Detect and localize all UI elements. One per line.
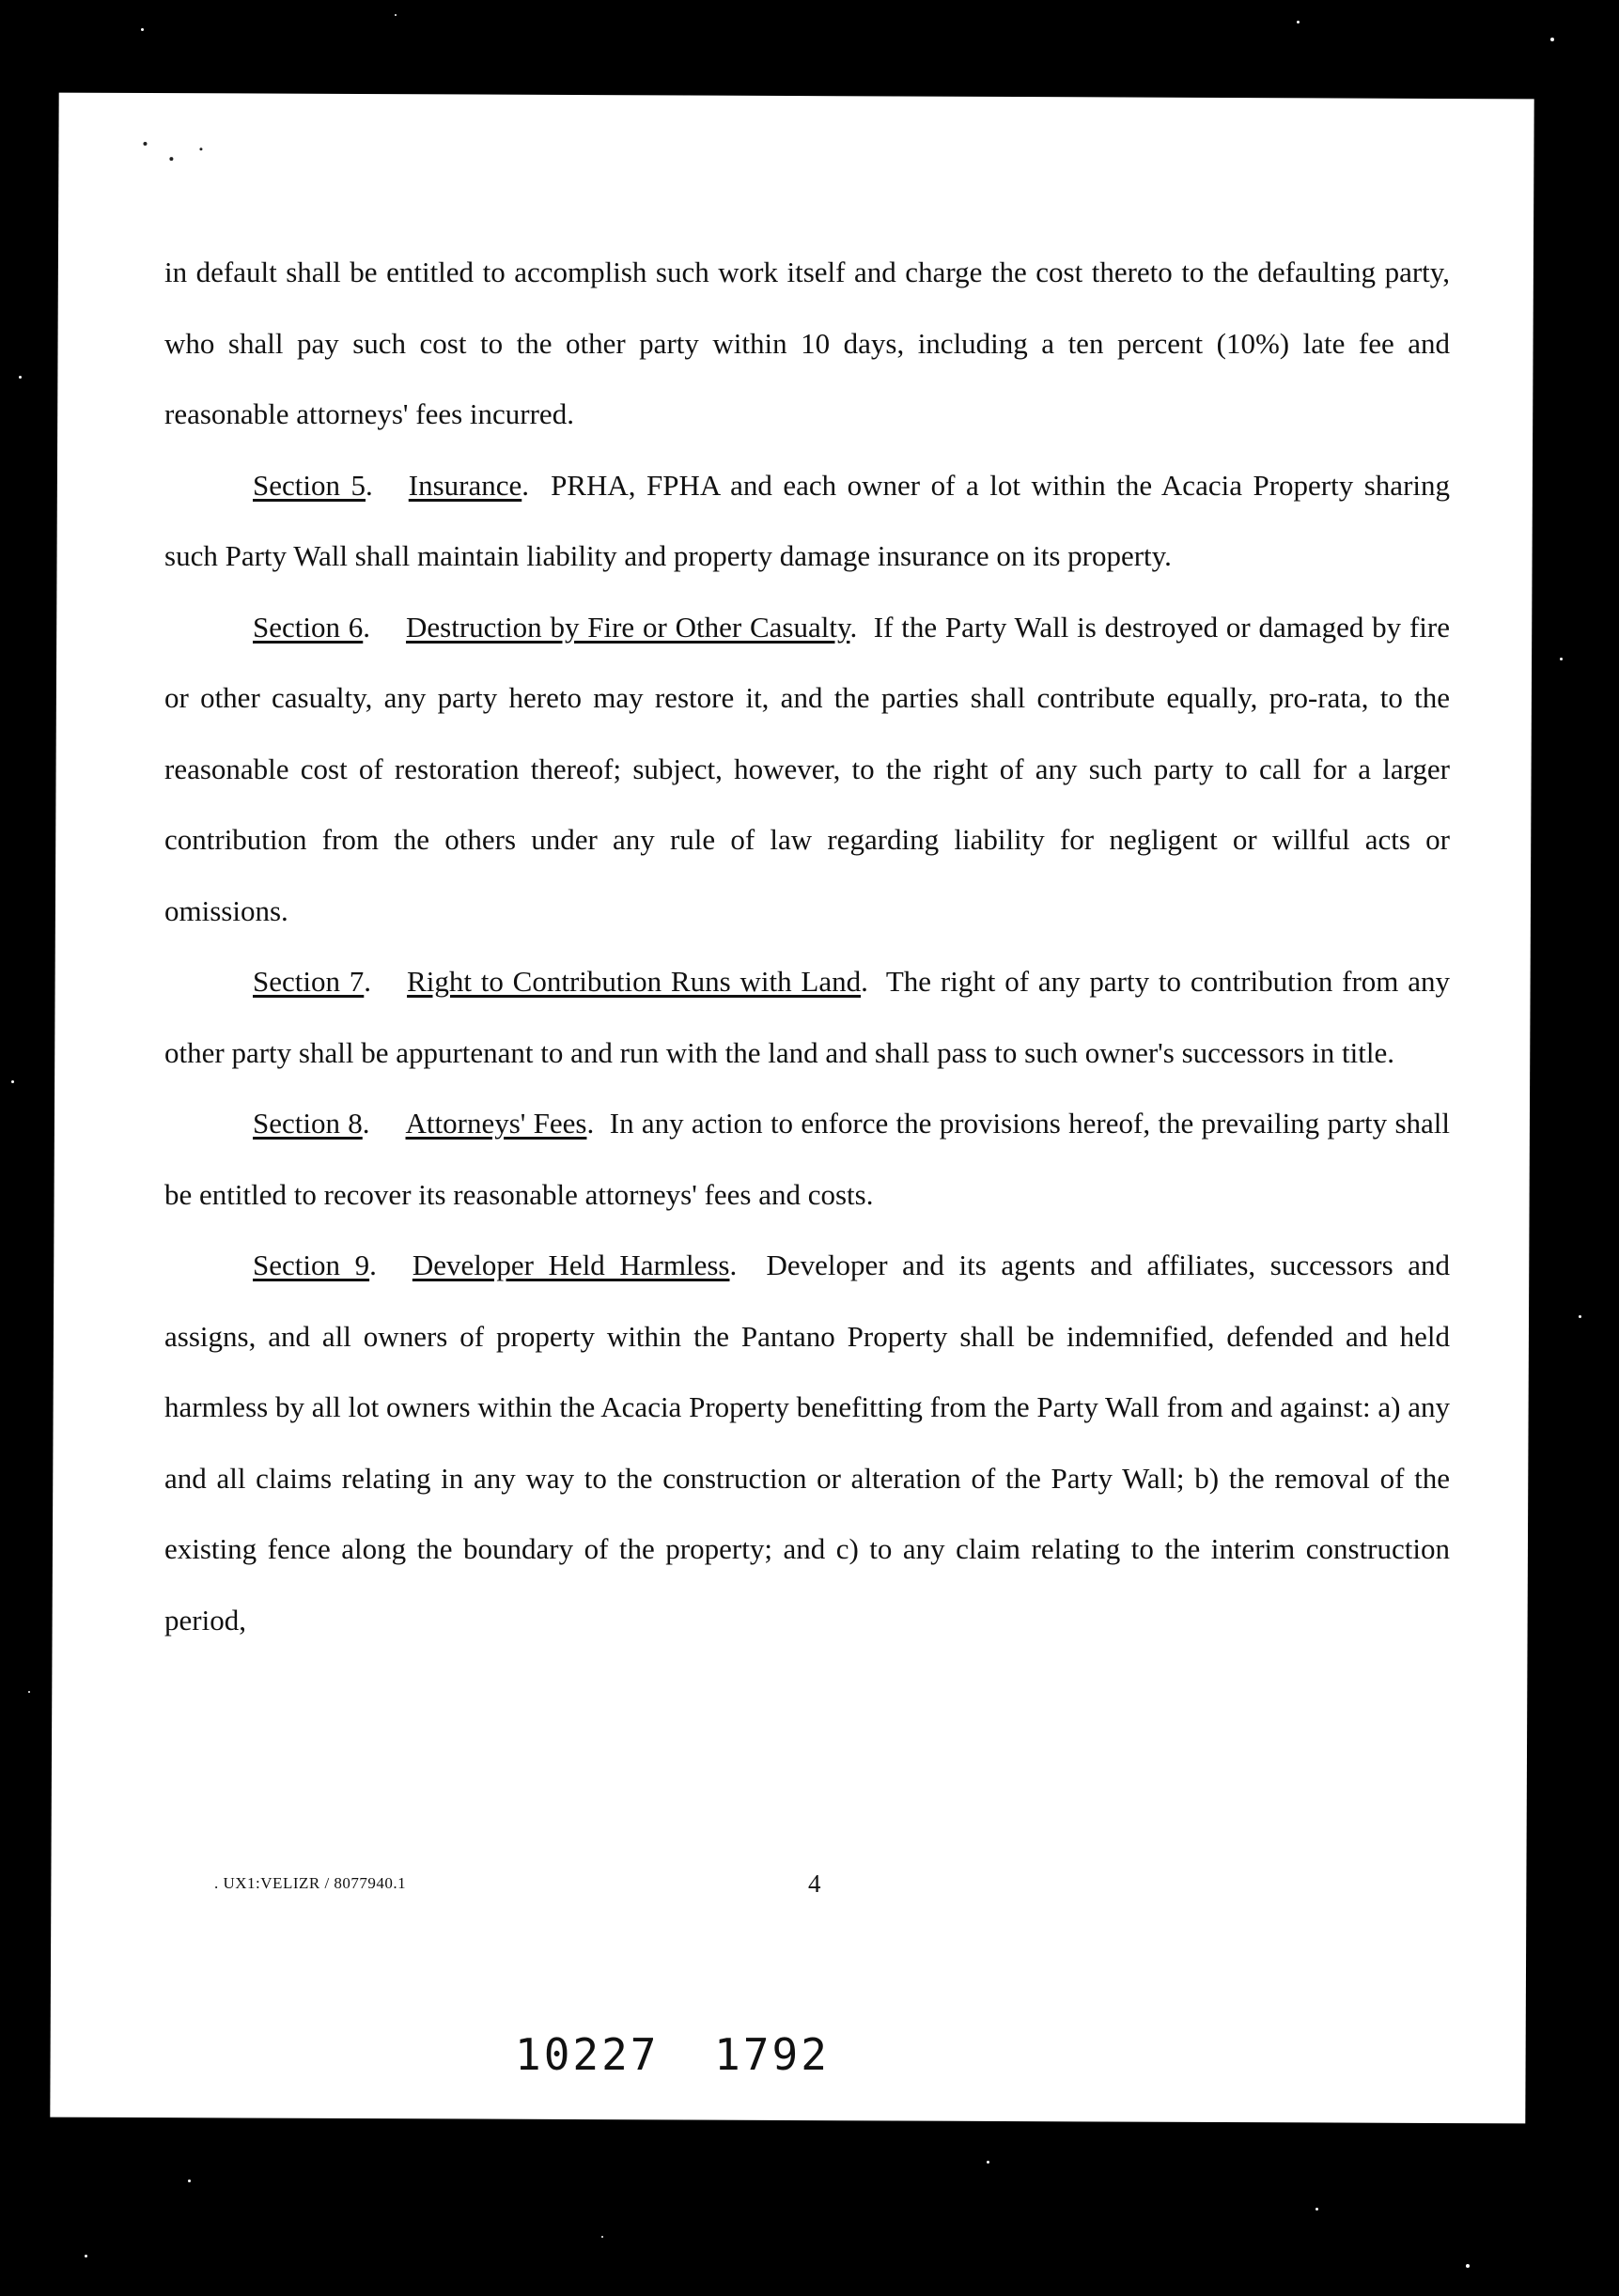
scan-speck: [188, 2180, 191, 2182]
scan-speck: [1315, 2208, 1318, 2211]
section-heading: Right to Contribution Runs with Land: [407, 965, 862, 998]
section-label: Section 9: [253, 1249, 370, 1281]
scan-speck: [395, 14, 397, 16]
section-text: Developer and its agents and affiliates, successors and assigns, and all owners of property within the Pantano Property shall be indemnified, defended and held harmless by all lot owners within the Acacia Property benefitting from the Party Wall from and against: a) any and all claims relating in any way to the construction or alteration of the Party Wall; b) the removal of the existing fence along the boundary of the property; and c) to any claim relating to the interim construction period,: [164, 1249, 1450, 1637]
section-text: The right of any party to contribution from any other party shall be appurtenant to and run with the land and shall pass to such owner's successors in title.: [164, 965, 1450, 1069]
section-text: If the Party Wall is destroyed or damaged by fire or other casualty, any party hereto may restore it, and the parties shall contribute equally, pro-rata, to the reasonable cost of restoration thereof; subject, however, to the right of any such party to call for a larger contribution from the others under any rule of law regarding liability for negligent or willful acts or omissions.: [164, 610, 1450, 927]
scan-mark: [199, 147, 202, 150]
page-number: 4: [808, 1869, 821, 1898]
scan-speck: [141, 28, 144, 31]
section-label: Section 6: [253, 610, 364, 644]
scan-speck: [1560, 658, 1563, 660]
scan-speck: [601, 2236, 603, 2238]
scan-speck: [1579, 1315, 1581, 1318]
section-heading: Insurance: [408, 468, 522, 502]
section-6: Section 6. Destruction by Fire or Other Casualty. If the Party Wall is destroyed or damaged by fire or other casualty, any party hereto may restore it, and the parties shall contribute equally, pro-rata, to the reasonable cost of restoration thereof; subject, however, to the right of any such party to call for a larger contribution from the others under any rule of law regarding liability for negligent or willful acts or omissions.: [164, 610, 1450, 927]
section-text: PRHA, FPHA and each owner of a lot within the Acacia Property sharing such Party Wall shall maintain liability and property damage insurance on its property.: [164, 468, 1451, 572]
paragraph-text: in default shall be entitled to accomplish such work itself and charge the cost thereto to the defaulting party, who shall pay such cost to the other party within 10 days, including a ten percent (10%) late fee and reasonable attorneys' fees incurred.: [164, 256, 1450, 430]
scan-speck: [28, 1691, 30, 1693]
section-heading: Destruction by Fire or Other Casualty: [406, 610, 850, 644]
section-8: Section 8. Attorneys' Fees. In any action to enforce the provisions hereof, the prevailing party shall be entitled to recover its reasonable attorneys' fees and costs.: [164, 1107, 1450, 1211]
document-body: [164, 237, 1450, 1655]
scan-speck: [85, 2255, 87, 2257]
scan-mark: [169, 157, 173, 161]
scan-speck: [19, 376, 22, 379]
section-label: Section 8: [253, 1107, 363, 1140]
section-5: Section 5. Insurance. PRHA, FPHA and each owner of a lot within the Acacia Property sharing such Party Wall shall maintain liability and property damage insurance on its property.: [164, 468, 1451, 572]
section-text: In any action to enforce the provisions hereof, the prevailing party shall be entitled to recover its reasonable attorneys' fees and costs.: [164, 1107, 1450, 1211]
scan-speck: [987, 2161, 989, 2164]
section-7: Section 7. Right to Contribution Runs with Land. The right of any party to contribution from any other party shall be appurtenant to and run with the land and shall pass to such owner's successors in title.: [164, 965, 1450, 1069]
scan-speck: [1466, 2264, 1470, 2268]
scan-speck: [11, 1080, 14, 1083]
paragraph-continuation: [164, 237, 1450, 450]
section-heading: Attorneys' Fees: [405, 1107, 587, 1140]
section-9: Section 9. Developer Held Harmless. Developer and its agents and affiliates, successors and assigns, and all owners of property within the Pantano Property shall be indemnified, defended and held harmless by all lot owners within the Acacia Property benefitting from the Party Wall from and against: a) any and all claims relating in any way to the construction or alteration of the Party Wall; b) the removal of the existing fence along the boundary of the property; and c) to any claim relating to the interim construction period,: [164, 1249, 1450, 1637]
document-id-footer: . UX1:VELIZR / 8077940.1: [214, 1874, 407, 1892]
scan-mark: [143, 142, 147, 146]
section-heading: Developer Held Harmless: [412, 1249, 730, 1281]
section-label: Section 5: [253, 468, 366, 502]
scan-speck: [1297, 21, 1300, 23]
scan-speck: [1550, 38, 1554, 41]
section-label: Section 7: [253, 965, 365, 998]
recording-stamp: 10227 1792: [515, 2029, 830, 2080]
